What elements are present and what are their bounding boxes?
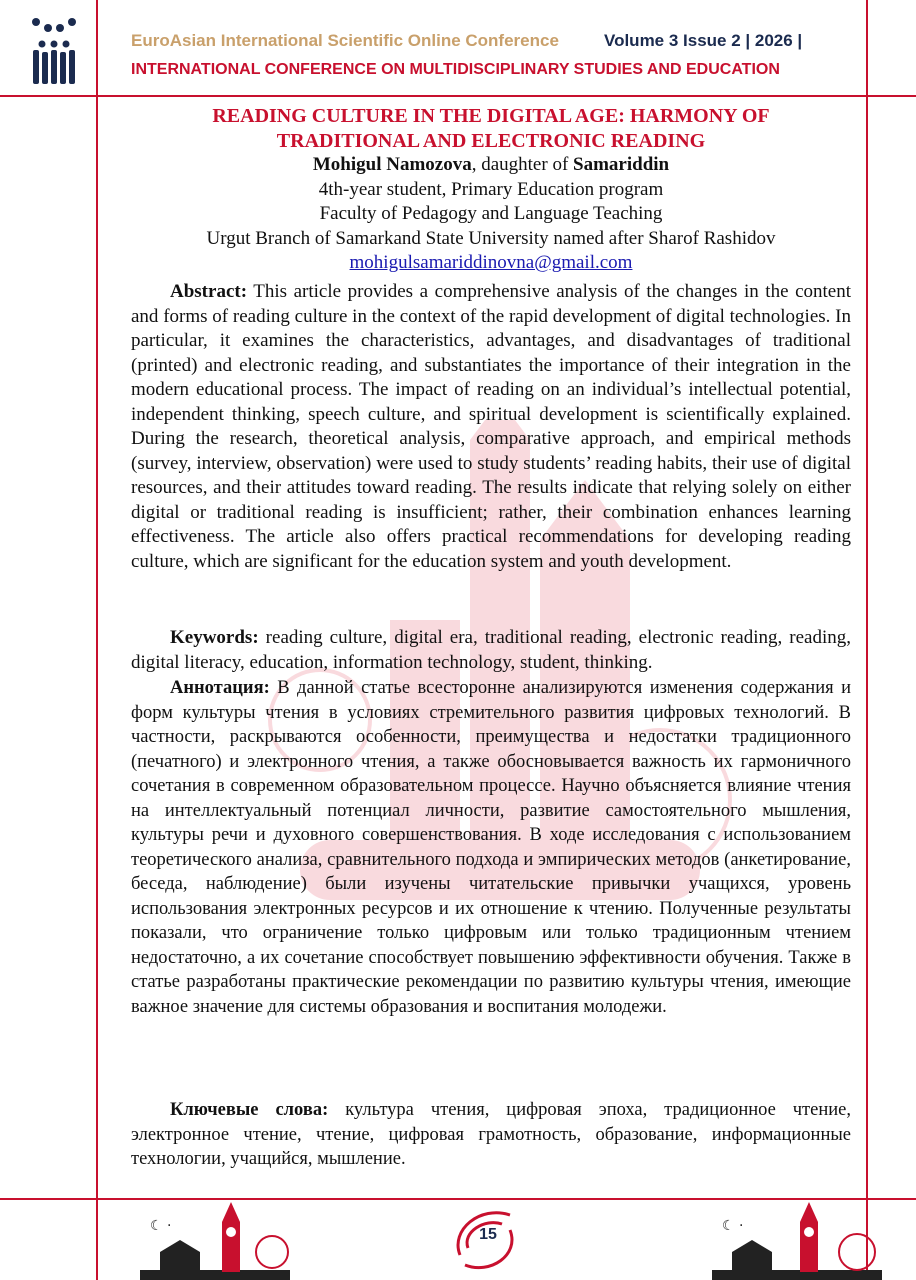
author-middle: , daughter of [471, 154, 574, 175]
frame-line-right [866, 0, 868, 1280]
title-line-1: READING CULTURE IN THE DIGITAL AGE: HARMONY OF [212, 105, 770, 127]
frame-line-left [96, 0, 98, 1280]
author-line [131, 153, 851, 178]
article-title [131, 104, 851, 153]
russian-keywords-label: Ключевые слова: [170, 1100, 329, 1120]
russian-keywords-text: культура чтения, цифровая эпоха, традиционное чтение, электронное чтение, чтение, цифровая грамотность, образование, информационные технологии, учащийся, мышление. [131, 1100, 851, 1169]
big-ben-skyline-icon [140, 1200, 290, 1280]
keywords-label: Keywords: [170, 627, 259, 648]
abstract-label: Abstract: [170, 281, 248, 302]
author-name: Mohigul Namozova [312, 154, 472, 175]
conference-name: EuroAsian International Scientific Online Conference [131, 31, 559, 50]
svg-text:☾ ·: ☾ · [722, 1218, 744, 1234]
author-email-link[interactable]: mohigulsamariddinovna@gmail.com [349, 252, 633, 273]
title-line-2: TRADITIONAL AND ELECTRONIC READING [276, 129, 706, 152]
frame-line-top [0, 95, 916, 97]
author-block [131, 153, 851, 276]
big-ben-skyline-icon [712, 1200, 882, 1280]
affiliation-1: 4th-year student, Primary Education program [318, 178, 664, 200]
affiliation-3: Urgut Branch of Samarkand State University named after Sharof Rashidov [206, 227, 776, 249]
annotation-section [131, 676, 851, 1019]
conference-subtitle: INTERNATIONAL CONFERENCE ON MULTIDISCIPLINARY STUDIES AND EDUCATION [131, 61, 780, 78]
annotation-label: Аннотация: [170, 678, 270, 698]
keywords-section [131, 626, 851, 675]
russian-keywords-section [131, 1098, 851, 1172]
volume-issue-year: Volume 3 Issue 2 | 2026 | [604, 31, 803, 50]
abstract-text: This article provides a comprehensive analysis of the changes in the content and forms of reading culture in the context of the rapid development of digital technologies. In particular, it examines the characteristics, advantages, and disadvantages of traditional (printed) and electronic reading, and substantiates the importance of their integration in the modern educational process. The impact of reading on an individual’s intellectual potential, independent thinking, speech culture, and spiritual development is scientifically explained. During the research, theoretical analysis, comparative approach, and empirical methods (survey, interview, observation) were used to study students’ reading habits, their use of digital resources, and their attitudes toward reading. The results indicate that relying solely on either digital or traditional reading is insufficient; rather, their combination enhances learning effectiveness. The article also offers practical recommendations for developing reading culture, which are significant for the education system and youth development. [131, 281, 851, 572]
svg-text:☾ ·: ☾ · [150, 1218, 172, 1234]
author-patronymic: Samariddin [573, 154, 670, 175]
conference-logo-icon [28, 14, 80, 86]
page-number: 15 [479, 1226, 497, 1243]
annotation-text: В данной статье всесторонне анализируются изменения содержания и форм культуры чтения в условиях стремительного развития цифровых технологий. В частности, раскрываются особенности, преимущества и недостатки традиционного (печатного) и электронного чтения, а также обосновывается важность их гармоничного сочетания в современном образовательном процессе. Научно объясняется влияние чтения на интеллектуальный потенциал личности, развитие самостоятельного мышления, культуры речи и духовного совершенствования. В ходе исследования с использованием теоретического анализа, сравнительного подхода и эмпирических методов (анкетирование, беседа, наблюдение) были изучены читательские привычки учащихся, уровень использования электронных ресурсов и их отношение к чтению. Полученные результаты показали, что ограничение только цифровым или только традиционным чтением недостаточно, а их сочетание способствует повышению эффективности обучения. Также в статье разработаны практические рекомендации по развитию культуры чтения, имеющие важное значение для системы образования и воспитания молодежи. [131, 678, 851, 1017]
keywords-text: reading culture, digital era, traditional reading, electronic reading, reading, digital literacy, education, information technology, student, thinking. [131, 627, 851, 673]
abstract-section [131, 280, 851, 574]
affiliation-2: Faculty of Pedagogy and Language Teaching [319, 203, 663, 224]
